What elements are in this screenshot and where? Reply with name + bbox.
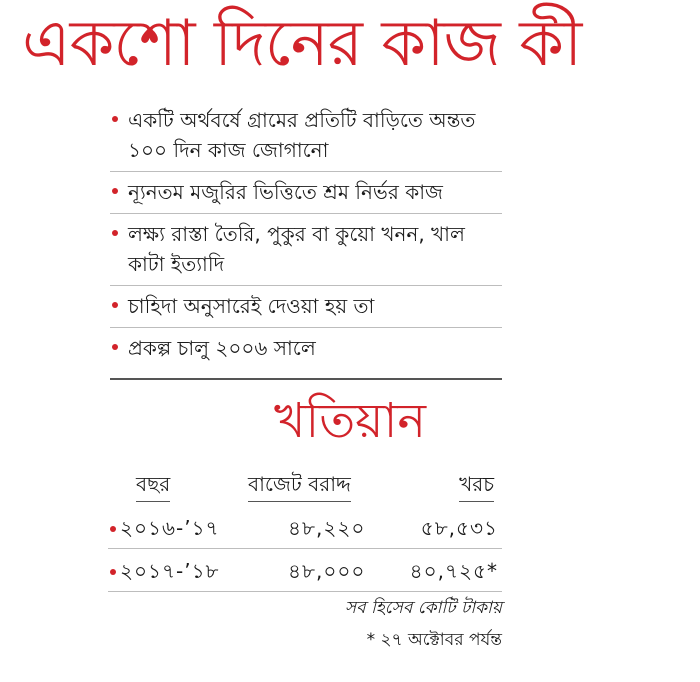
list-item (110, 100, 502, 172)
bullet-dot-icon (110, 569, 116, 575)
cell-budget: ৪৮,০০০ (288, 559, 366, 583)
list-item (110, 286, 502, 328)
bullet-text: একটি অর্থবর্ষে গ্রামের প্রতিটি বাড়িতে অন্তত ১০০ দিন কাজ জোগানো (128, 108, 476, 162)
bullet-dot-icon (112, 116, 118, 122)
unit-note: সব হিসেব কোটি টাকায় (344, 598, 502, 618)
column-header-spend: খরচ (459, 470, 494, 502)
bullet-dot-icon (112, 302, 118, 308)
list-item (110, 172, 502, 214)
section-title: খতিয়ান (273, 393, 427, 449)
cell-year: ২০১৭-’১৮ (120, 559, 220, 583)
table-header (108, 466, 502, 506)
bullet-dot-icon (112, 188, 118, 194)
cell-spend: ৪০,৭২৫* (409, 559, 498, 583)
cell-year: ২০১৬-’১৭ (120, 516, 220, 540)
bullet-text: লক্ষ্য রাস্তা তৈরি, পুকুর বা কুয়ো খনন, খাল কাটা ইত্যাদি (128, 222, 465, 276)
cell-spend: ৫৮,৫৩১ (420, 516, 498, 540)
bullet-list (110, 100, 502, 369)
data-table (108, 466, 502, 592)
bullet-dot-icon (110, 526, 116, 532)
cell-budget: ৪৮,২২০ (288, 516, 366, 540)
column-header-budget: বাজেট বরাদ্দ (248, 470, 351, 502)
footnote: * ২৭ অক্টোবর পর্যন্ত (366, 630, 502, 650)
page-title: একশো দিনের কাজ কী (22, 7, 582, 81)
table-row (108, 549, 502, 592)
section-divider (110, 378, 502, 380)
table-row (108, 506, 502, 549)
list-item (110, 328, 502, 369)
list-item (110, 214, 502, 286)
bullet-text: ন্যূনতম মজুরির ভিত্তিতে শ্রম নির্ভর কাজ (128, 180, 443, 204)
bullet-dot-icon (112, 344, 118, 350)
column-header-year: বছর (136, 470, 170, 502)
bullet-text: চাহিদা অনুসারেই দেওয়া হয় তা (128, 294, 375, 318)
bullet-dot-icon (112, 230, 118, 236)
bullet-text: প্রকল্প চালু ২০০৬ সালে (128, 336, 316, 360)
